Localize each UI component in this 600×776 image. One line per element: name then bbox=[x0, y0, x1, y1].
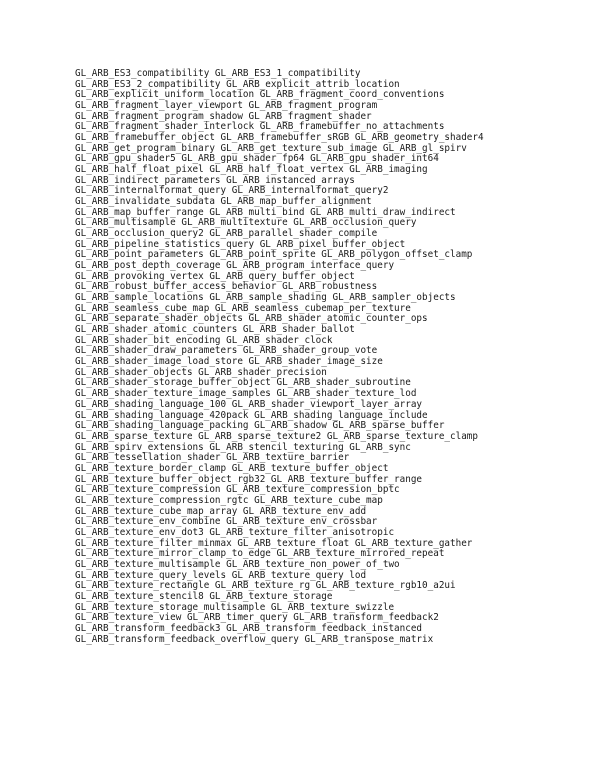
extension-line: GL_ARB_tessellation_shader GL_ARB_texture_barrier bbox=[75, 452, 350, 464]
extension-line: GL_ARB_fragment_shader_interlock GL_ARB_framebuffer_no_attachments bbox=[75, 121, 445, 133]
extension-line: GL_ARB_shading_language_100 GL_ARB_shader_viewport_layer_array bbox=[75, 398, 423, 410]
extension-line: GL_ARB_texture_rectangle GL_ARB_texture_rg GL_ARB_texture_rgb10_a2ui bbox=[75, 580, 456, 592]
extension-line: GL_ARB_texture_multisample GL_ARB_texture_non_power_of_two bbox=[75, 558, 400, 570]
extension-line: GL_ARB_shader_texture_image_samples GL_ARB_shader_texture_lod bbox=[75, 388, 417, 400]
extension-line: GL_ARB_shader_objects GL_ARB_shader_precision bbox=[75, 366, 327, 378]
extension-line: GL_ARB_texture_mirror_clamp_to_edge GL_ARB_texture_mirrored_repeat bbox=[75, 548, 445, 560]
extension-line: GL_ARB_sparse_texture GL_ARB_sparse_texture2 GL_ARB_sparse_texture_clamp bbox=[75, 430, 478, 442]
extension-line: GL_ARB_shader_image_load_store GL_ARB_shader_image_size bbox=[75, 356, 383, 368]
extension-line: GL_ARB_invalidate_subdata GL_ARB_map_buffer_alignment bbox=[75, 196, 372, 208]
extension-line: GL_ARB_sample_locations GL_ARB_sample_shading GL_ARB_sampler_objects bbox=[75, 292, 456, 304]
extension-list bbox=[75, 69, 484, 645]
extension-line: GL_ARB_separate_shader_objects GL_ARB_shader_atomic_counter_ops bbox=[75, 313, 428, 325]
extension-line: GL_ARB_internalformat_query GL_ARB_internalformat_query2 bbox=[75, 185, 389, 197]
extension-line: GL_ARB_fragment_program_shadow GL_ARB_fragment_shader bbox=[75, 110, 372, 122]
extension-line: GL_ARB_seamless_cube_map GL_ARB_seamless_cubemap_per_texture bbox=[75, 302, 411, 314]
extension-line: GL_ARB_shader_bit_encoding GL_ARB_shader_clock bbox=[75, 334, 333, 346]
extension-line: GL_ARB_shader_storage_buffer_object GL_ARB_shader_subroutine bbox=[75, 377, 411, 389]
extension-line: GL_ARB_shading_language_420pack GL_ARB_shading_language_include bbox=[75, 409, 428, 421]
extension-line: GL_ARB_transform_feedback3 GL_ARB_transform_feedback_instanced bbox=[75, 622, 423, 634]
extension-line: GL_ARB_spirv_extensions GL_ARB_stencil_texturing GL_ARB_sync bbox=[75, 441, 411, 453]
extension-line: GL_ARB_texture_env_dot3 GL_ARB_texture_filter_anisotropic bbox=[75, 526, 395, 538]
extension-line: GL_ARB_texture_border_clamp GL_ARB_texture_buffer_object bbox=[75, 462, 389, 474]
extension-line: GL_ARB_provoking_vertex GL_ARB_query_buffer_object bbox=[75, 270, 355, 282]
extension-line: GL_ARB_shader_draw_parameters GL_ARB_shader_group_vote bbox=[75, 345, 378, 357]
extension-line: GL_ARB_texture_filter_minmax GL_ARB_texture_float GL_ARB_texture_gather bbox=[75, 537, 473, 549]
extension-line: GL_ARB_shading_language_packing GL_ARB_shadow GL_ARB_sparse_buffer bbox=[75, 420, 445, 432]
extension-line: GL_ARB_texture_buffer_object_rgb32 GL_ARB_texture_buffer_range bbox=[75, 473, 423, 485]
extension-line: GL_ARB_texture_storage_multisample GL_ARB_texture_swizzle bbox=[75, 601, 395, 613]
extension-line: GL_ARB_texture_stencil8 GL_ARB_texture_storage bbox=[75, 590, 333, 602]
extension-line: GL_ARB_ES3_2_compatibility GL_ARB_explicit_attrib_location bbox=[75, 78, 400, 90]
extension-line: GL_ARB_texture_query_levels GL_ARB_texture_query_lod bbox=[75, 569, 367, 581]
extension-line: GL_ARB_texture_cube_map_array GL_ARB_texture_env_add bbox=[75, 505, 367, 517]
extension-line: GL_ARB_occlusion_query2 GL_ARB_parallel_shader_compile bbox=[75, 228, 378, 240]
extension-line: GL_ARB_fragment_layer_viewport GL_ARB_fragment_program bbox=[75, 100, 378, 112]
extension-line: GL_ARB_multisample GL_ARB_multitexture GL_ARB_occlusion_query bbox=[75, 217, 417, 229]
extension-line: GL_ARB_half_float_pixel GL_ARB_half_float_vertex GL_ARB_imaging bbox=[75, 164, 428, 176]
extension-line: GL_ARB_indirect_parameters GL_ARB_instanced_arrays bbox=[75, 174, 355, 186]
extension-line: GL_ARB_transform_feedback_overflow_query GL_ARB_transpose_matrix bbox=[75, 633, 434, 645]
extension-line: GL_ARB_shader_atomic_counters GL_ARB_shader_ballot bbox=[75, 324, 355, 336]
extension-line: GL_ARB_texture_env_combine GL_ARB_texture_env_crossbar bbox=[75, 516, 378, 528]
extension-line: GL_ARB_robust_buffer_access_behavior GL_ARB_robustness bbox=[75, 281, 378, 293]
extension-line: GL_ARB_map_buffer_range GL_ARB_multi_bind GL_ARB_multi_draw_indirect bbox=[75, 206, 456, 218]
extension-line: GL_ARB_texture_view GL_ARB_timer_query GL_ARB_transform_feedback2 bbox=[75, 612, 439, 624]
extension-line: GL_ARB_ES3_compatibility GL_ARB_ES3_1_compatibility bbox=[75, 68, 361, 79]
extension-line: GL_ARB_texture_compression GL_ARB_texture_compression_bptc bbox=[75, 484, 400, 496]
extension-line: GL_ARB_explicit_uniform_location GL_ARB_fragment_coord_conventions bbox=[75, 89, 445, 101]
extension-line: GL_ARB_texture_compression_rgtc GL_ARB_texture_cube_map bbox=[75, 494, 383, 506]
extension-line: GL_ARB_point_parameters GL_ARB_point_sprite GL_ARB_polygon_offset_clamp bbox=[75, 249, 473, 261]
extension-line: GL_ARB_get_program_binary GL_ARB_get_texture_sub_image GL_ARB_gl_spirv bbox=[75, 142, 467, 154]
extension-line: GL_ARB_pipeline_statistics_query GL_ARB_pixel_buffer_object bbox=[75, 238, 406, 250]
extension-line: GL_ARB_framebuffer_object GL_ARB_framebuffer_sRGB GL_ARB_geometry_shader4 bbox=[75, 132, 484, 144]
extension-line: GL_ARB_gpu_shader5 GL_ARB_gpu_shader_fp64 GL_ARB_gpu_shader_int64 bbox=[75, 153, 439, 165]
extension-line: GL_ARB_post_depth_coverage GL_ARB_program_interface_query bbox=[75, 260, 395, 272]
